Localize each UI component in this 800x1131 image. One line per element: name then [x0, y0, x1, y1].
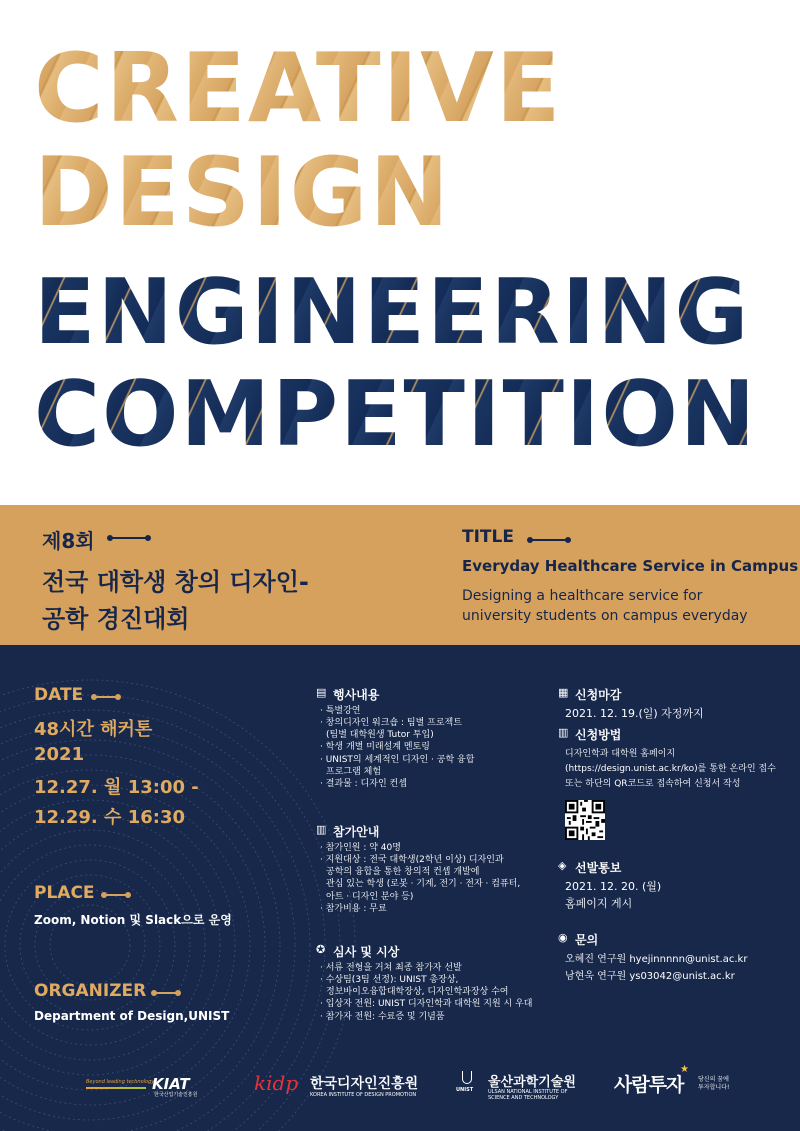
list-item: · 학생 개별 미래설계 멘토링	[320, 742, 430, 753]
star-icon: ★	[680, 1064, 689, 1075]
arrow-decoration	[102, 894, 130, 896]
apply-line2: (https://design.unist.ac.kr/ko)를 통한 온라인 접수	[565, 764, 776, 774]
apply-title: 신청방법	[575, 728, 622, 742]
date-line1: 48시간 해커톤	[34, 719, 153, 740]
kidp-wordmark: kidp	[254, 1071, 299, 1095]
calendar-icon: ▦	[558, 686, 569, 699]
place-label: PLACE	[34, 883, 95, 903]
edition-label: 제8회	[42, 529, 95, 553]
contact-line2: 남현욱 연구원 ys03042@unist.ac.kr	[565, 971, 735, 982]
document-icon: ▤	[316, 686, 327, 699]
unist-name: 울산과학기술원	[488, 1075, 576, 1090]
organizer-label: ORGANIZER	[34, 981, 147, 1001]
arrow-decoration	[92, 696, 120, 698]
kiat-tagline: Beyond leading technology	[86, 1079, 155, 1085]
organizer-value: Department of Design,UNIST	[34, 1009, 230, 1023]
details-section	[0, 645, 800, 1131]
hero-line-competition: COMPETITION	[34, 362, 758, 467]
date-line3: 12.27. 월 13:00 -	[34, 777, 199, 798]
contact-title: 문의	[575, 933, 599, 947]
notice-line2: 홈페이지 게시	[565, 897, 633, 910]
list-item: · 수상팀(3팀 선정): UNIST 총장상,	[320, 975, 459, 986]
list-item: · 참가인원 : 약 40명	[320, 843, 401, 853]
deadline-value: 2021. 12. 19.(일) 자정까지	[565, 707, 704, 720]
award-list	[320, 962, 532, 1023]
kiat-wordmark: KIAT	[152, 1075, 190, 1093]
saram-subtitle-2: 투자합니다!	[698, 1084, 730, 1091]
list-item: · 참가비용 : 무료	[320, 903, 387, 914]
notice-title: 선발통보	[575, 861, 622, 875]
clipboard-icon: ▥	[558, 726, 569, 739]
project-title: Everyday Healthcare Service in Campus	[462, 557, 799, 575]
list-item: · UNIST의 세계적인 디자인 · 공학 융합	[320, 754, 475, 765]
events-list	[320, 705, 474, 790]
kiat-swoosh	[86, 1087, 146, 1089]
hero-line-creative: CREATIVE	[34, 34, 563, 144]
list-item: · 참가자 전원: 수료증 및 기념품	[320, 1011, 445, 1022]
place-value: Zoom, Notion 및 Slack으로 운영	[34, 913, 232, 927]
event-name-line1: 전국 대학생 창의 디자인-	[42, 568, 309, 596]
event-title-band	[0, 505, 800, 645]
arrow-decoration	[108, 537, 150, 539]
list-item: 관심 있는 학생 (로봇 · 기계, 전기 · 전자 · 컴퓨터,	[326, 879, 521, 890]
kidp-subtitle: KOREA INSTITUTE OF DESIGN PROMOTION	[310, 1092, 417, 1098]
deadline-title: 신청마감	[575, 688, 622, 702]
list-item: · 특별강연	[320, 706, 361, 716]
kidp-name: 한국디자인진흥원	[310, 1076, 419, 1092]
kidp-logo	[254, 1071, 419, 1098]
list-item: 공학의 융합을 통한 창의적 컨셉 개발에	[326, 867, 480, 878]
project-subtitle-line2: university students on campus everyday	[462, 608, 748, 624]
award-title: 심사 및 시상	[333, 945, 400, 959]
clipboard-icon: ▥	[316, 823, 327, 836]
list-item: (팀별 대학원생 Tutor 투입)	[326, 730, 434, 741]
arrow-decoration	[528, 539, 570, 541]
list-item: 정보바이오융합대학장상, 디자인학과장상 수여	[326, 987, 509, 998]
event-name-line2: 공학 경진대회	[42, 605, 190, 633]
contact-line1: 오혜진 연구원 hyejinnnnn@unist.ac.kr	[565, 954, 748, 965]
hero-line-engineering: ENGINEERING	[34, 260, 751, 365]
project-subtitle-line1: Designing a healthcare service for	[462, 588, 703, 604]
events-title: 행사내용	[333, 688, 380, 702]
unist-wordmark: UNIST	[456, 1087, 474, 1093]
list-item: · 지원대상 : 전국 대학생(2학년 이상) 디자인과	[320, 855, 504, 866]
kiat-subtitle: 한국산업기술진흥원	[154, 1092, 198, 1098]
guide-list	[320, 842, 520, 915]
unist-emblem-icon	[462, 1071, 472, 1084]
unist-subtitle-1: ULSAN NATIONAL INSTITUTE OF	[488, 1089, 568, 1095]
saram-subtitle-1: 당신의 꿈에	[698, 1076, 729, 1083]
list-item: 아트 · 디자인 분야 등)	[326, 891, 414, 902]
hero-line-design: DESIGN	[34, 138, 452, 248]
apply-line1: 디자인학과 대학원 홈페이지	[565, 749, 676, 759]
kiat-logo	[86, 1075, 198, 1098]
saram-wordmark: 사람투자	[614, 1074, 684, 1096]
date-label: DATE	[34, 685, 84, 705]
list-item: · 결과물 : 디자인 컨셉	[320, 778, 407, 789]
guide-title: 참가안내	[333, 825, 380, 839]
list-item: · 서류 전형을 거쳐 최종 참가자 선발	[320, 963, 462, 973]
list-item: 프로그램 체험	[326, 766, 382, 777]
arrow-decoration	[152, 992, 180, 994]
megaphone-icon: ◈	[558, 859, 567, 872]
date-line4: 12.29. 수 16:30	[34, 807, 185, 828]
hero-title	[0, 0, 800, 505]
title-label: TITLE	[462, 527, 514, 547]
saram-tuja-logo	[614, 1064, 730, 1097]
unist-subtitle-2: SCIENCE AND TECHNOLOGY	[488, 1095, 559, 1101]
chat-icon: ◉	[558, 931, 568, 944]
medal-icon: ✪	[316, 943, 326, 956]
date-line2: 2021	[34, 744, 85, 765]
apply-line3: 또는 하단의 QR코드로 접속하여 신청서 작성	[565, 779, 741, 789]
qr-code[interactable]	[565, 800, 605, 840]
list-item: · 창의디자인 워크숍 : 팀별 프로젝트	[320, 718, 462, 729]
list-item: · 입상자 전원: UNIST 디자인학과 대학원 지원 시 우대	[320, 999, 533, 1010]
notice-line1: 2021. 12. 20. (월)	[565, 880, 662, 893]
